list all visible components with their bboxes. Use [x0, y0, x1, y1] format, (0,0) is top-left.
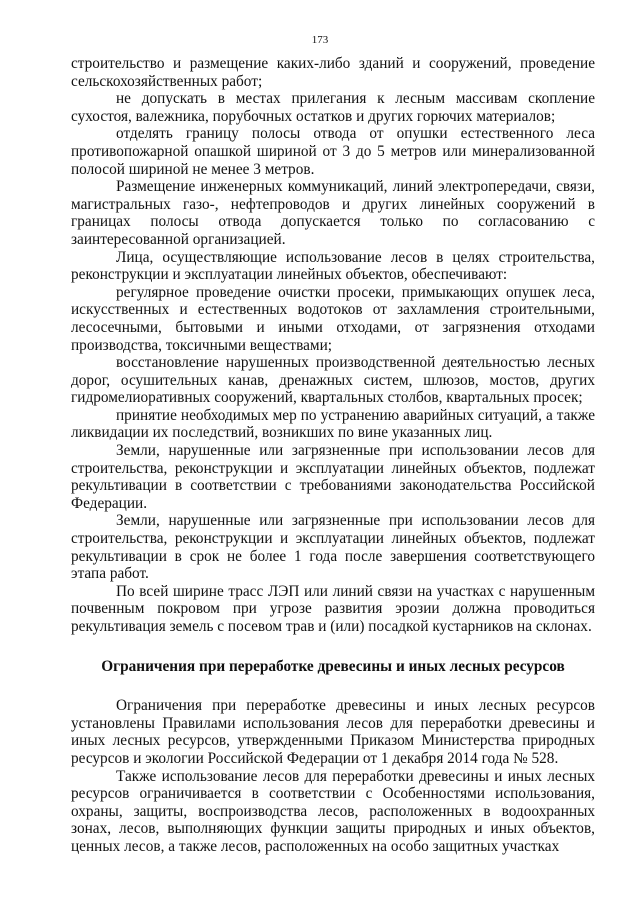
- paragraph: отделять границу полосы отвода от опушки естественного леса противопожарной опашкой шириной от 3 до 5 метров или минерализованной полосой шириной не менее 3 метров.: [71, 125, 595, 178]
- paragraph: По всей ширине трасс ЛЭП или линий связи на участках с нарушенным почвенным покровом при угрозе развития эрозии должна проводиться рекультивация земель с посевом трав и (или) посадкой кустарников на склонах.: [71, 582, 595, 635]
- document-body: [71, 55, 595, 856]
- paragraph: восстановление нарушенных производственной деятельностью лесных дорог, осушительных канав, дренажных систем, шлюзов, мостов, других гидромелиоративных сооружений, квартальных столбов, квартальных просек;: [71, 354, 595, 407]
- paragraph: Ограничения при переработке древесины и иных лесных ресурсов установлены Правилами использования лесов для переработки древесины и иных лесных ресурсов, утвержденными Приказом Министерства природных ресурсов и экологии Российской Федерации от 1 декабря 2014 года № 528.: [71, 697, 595, 767]
- paragraph: принятие необходимых мер по устранению аварийных ситуаций, а также ликвидации их последствий, возникших по вине указанных лиц.: [71, 406, 595, 442]
- paragraph: Земли, нарушенные или загрязненные при использовании лесов для строительства, реконструкции и эксплуатации линейных объектов, подлежат рекультивации в срок не более 1 года после завершения соответствующего этапа работ.: [71, 512, 595, 583]
- paragraph: не допускать в местах прилегания к лесным массивам скопление сухостоя, валежника, порубочных остатков и других горючих материалов;: [71, 90, 595, 125]
- paragraph: Размещение инженерных коммуникаций, линий электропередачи, связи, магистральных газо-, нефтепроводов и других линейных сооружений в границах полосы отвода допускается только по согласованию с заинтересованной организацией.: [71, 178, 595, 248]
- paragraph: Земли, нарушенные или загрязненные при использовании лесов для строительства, реконструкции и эксплуатации линейных объектов, подлежат рекультивации в соответствии с требованиями законодательства Российской Федерации.: [71, 442, 595, 512]
- paragraph: Также использование лесов для переработки древесины и иных лесных ресурсов ограничивается в соответствии с Особенностями использования, охраны, защиты, воспроизводства лесов, расположенных в водоохранных зонах, лесов, выполняющих функции защиты природных и иных объектов, ценных лесов, а также лесов, расположенных на особо защитных участках: [71, 767, 595, 855]
- page-number: 173: [311, 34, 329, 46]
- paragraph: строительство и размещение каких-либо зданий и сооружений, проведение сельскохозяйственных работ;: [71, 55, 595, 90]
- paragraph: Лица, осуществляющие использование лесов в целях строительства, реконструкции и эксплуатации линейных объектов, обеспечивают:: [71, 248, 595, 284]
- section-heading: Ограничения при переработке древесины и иных лесных ресурсов: [101, 657, 565, 675]
- paragraph: регулярное проведение очистки просеки, примыкающих опушек леса, искусственных и естественных водотоков от захламления строительными, лесосечными, бытовыми и иными отходами, от загрязнения отходами производства, токсичными веществами;: [71, 283, 595, 354]
